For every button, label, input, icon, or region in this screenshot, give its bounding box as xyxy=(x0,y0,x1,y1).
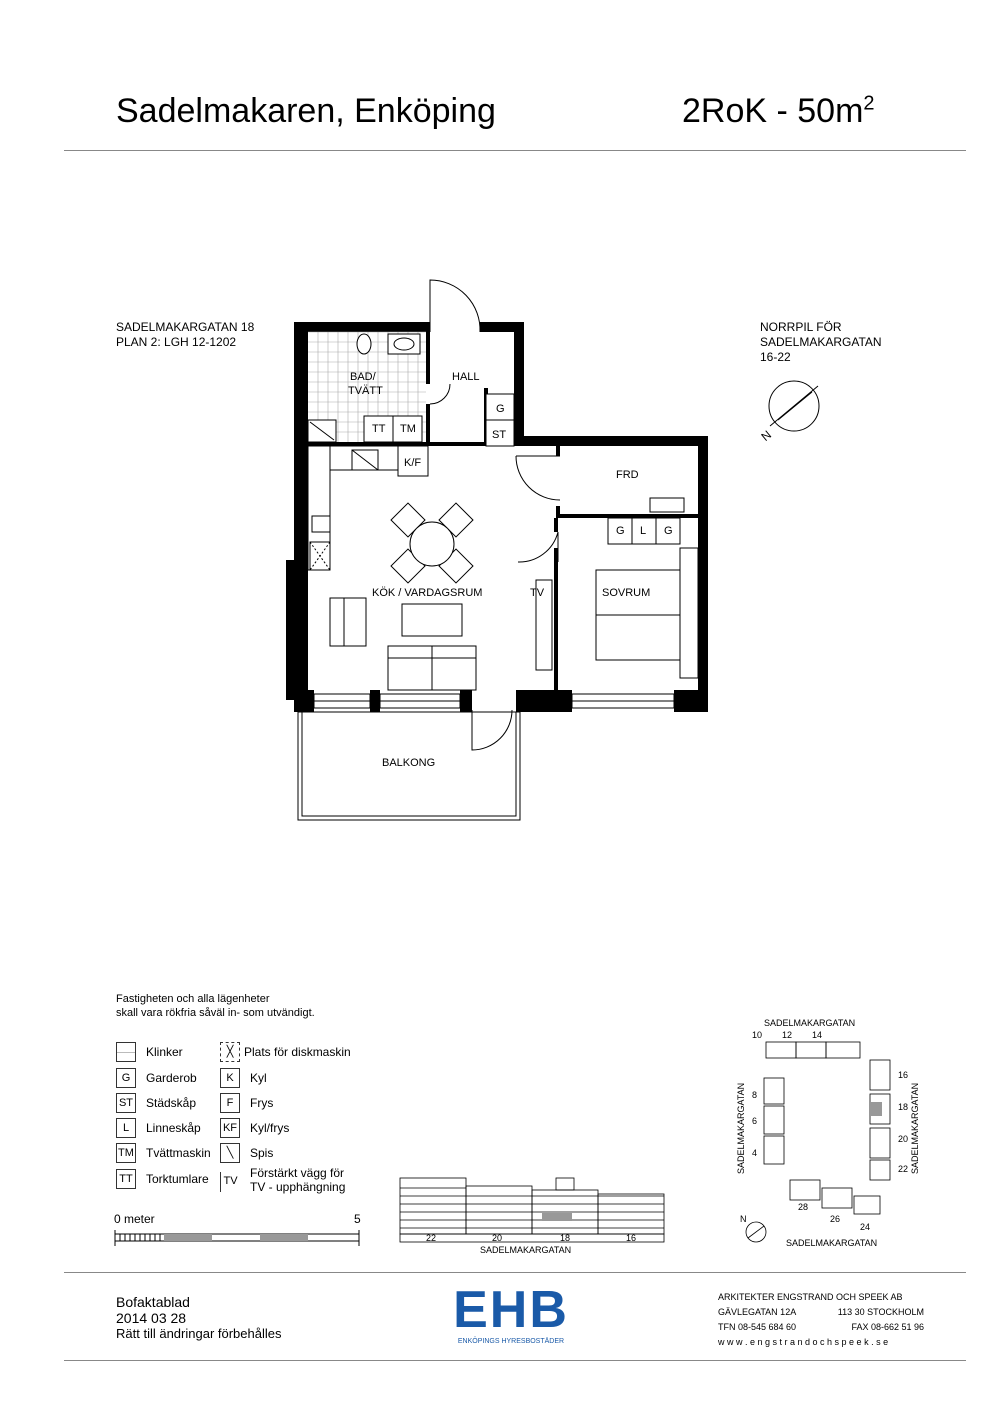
area-superscript: 2 xyxy=(863,92,875,115)
north-label-3: 16-22 xyxy=(760,350,791,364)
site-number: 8 xyxy=(752,1090,758,1100)
north-arrow-label xyxy=(760,320,882,365)
washer-tm: TM xyxy=(400,423,416,435)
dryer-tt: TT xyxy=(372,423,386,435)
site-street-right: SADELMAKARGATAN xyxy=(910,1082,920,1174)
closet-l: L xyxy=(640,525,647,537)
closet-g2: G xyxy=(616,525,625,537)
footer-rule-top xyxy=(64,1272,966,1273)
address-block xyxy=(116,320,254,350)
dishwasher-swatch: ╳ xyxy=(220,1042,240,1062)
site-number: 14 xyxy=(812,1030,823,1040)
north-arrow-icon xyxy=(748,378,838,448)
logo-subtitle: ENKÖPINGS HYRESBOSTÄDER xyxy=(457,1338,565,1345)
legend-label xyxy=(250,1166,345,1194)
fridge-freezer: K/F xyxy=(404,457,422,469)
legend-right xyxy=(220,1042,370,1202)
apartment-type-text: 2RoK - 50m xyxy=(682,92,864,130)
architect-city: 113 30 STOCKHOLM xyxy=(837,1307,924,1317)
elevation-street: SADELMAKARGATAN xyxy=(480,1245,572,1255)
elevation-number-22: 22 xyxy=(426,1233,437,1243)
site-number: 22 xyxy=(898,1164,909,1174)
legend-label-line1: Förstärkt vägg för xyxy=(250,1166,345,1180)
footer-info xyxy=(116,1294,281,1342)
legend-label: Frys xyxy=(250,1096,274,1110)
room-laundry: TVÄTT xyxy=(348,385,383,397)
elevation-number-20: 20 xyxy=(492,1233,503,1243)
scale-start: 0 meter xyxy=(114,1212,155,1226)
address-line-2: PLAN 2: LGH 12-1202 xyxy=(116,335,237,349)
site-number: 6 xyxy=(752,1116,758,1126)
north-letter: N xyxy=(758,427,775,444)
room-storage: FRD xyxy=(616,469,639,481)
legend-code: TV xyxy=(220,1172,240,1192)
doc-type: Bofaktablad xyxy=(116,1294,190,1310)
architect-fax: FAX 08-662 51 96 xyxy=(851,1322,924,1332)
notice-line-1: Fastigheten och alla lägenheter xyxy=(116,993,270,1005)
architect-name: ARKITEKTER ENGSTRAND OCH SPEEK AB xyxy=(718,1292,903,1302)
site-number: 18 xyxy=(898,1102,909,1112)
room-hall: HALL xyxy=(452,371,480,383)
room-balcony: BALKONG xyxy=(382,757,436,769)
site-street-top: SADELMAKARGATAN xyxy=(764,1018,856,1028)
room-kitchen-living: KÖK / VARDAGSRUM xyxy=(372,587,483,599)
legend-label: Klinker xyxy=(146,1045,183,1059)
legend-label: Kyl xyxy=(250,1071,267,1085)
site-number: 16 xyxy=(898,1070,909,1080)
site-number: 28 xyxy=(798,1202,809,1212)
page-title: Sadelmakaren, Enköping xyxy=(116,92,496,130)
tv-wall: TV xyxy=(530,587,545,599)
building-elevation xyxy=(396,1172,668,1256)
smoke-free-notice xyxy=(116,992,315,1020)
legend-label-line2: TV - upphängning xyxy=(250,1180,346,1194)
tile-swatch xyxy=(116,1042,136,1062)
architect-tel: TFN 08-545 684 60 xyxy=(718,1322,797,1332)
legend-label: Kyl/frys xyxy=(250,1121,290,1135)
legend-code: K xyxy=(220,1068,240,1088)
legend-label: Plats för diskmaskin xyxy=(244,1045,351,1059)
doc-date: 2014 03 28 xyxy=(116,1310,187,1326)
north-label-1: NORRPIL FÖR xyxy=(760,320,842,334)
legend-code: KF xyxy=(220,1118,240,1138)
stove-swatch: ╲ xyxy=(220,1143,240,1163)
site-number: 10 xyxy=(752,1030,763,1040)
legend-code: F xyxy=(220,1093,240,1113)
legend-code: L xyxy=(116,1118,136,1138)
floor-plan xyxy=(280,270,720,830)
legend-label: Spis xyxy=(250,1146,274,1160)
doc-rights: Rätt till ändringar förbehålles xyxy=(116,1326,282,1341)
site-plan xyxy=(730,1010,930,1250)
legend-label: Städskåp xyxy=(146,1096,197,1110)
architect-phone xyxy=(718,1320,928,1335)
closet-g3: G xyxy=(664,525,673,537)
north-label-2: SADELMAKARGATAN xyxy=(760,335,882,349)
footer-rule-bottom xyxy=(64,1360,966,1361)
site-number: 26 xyxy=(830,1214,841,1224)
legend-label: Linneskåp xyxy=(146,1121,201,1135)
architect-web[interactable]: w w w . e n g s t r a n d o c h s p e e k . s e xyxy=(718,1337,889,1347)
legend-label: Garderob xyxy=(146,1071,197,1085)
closet-g: G xyxy=(496,403,505,415)
scale-bar xyxy=(114,1228,364,1248)
site-north-letter: N xyxy=(740,1214,747,1224)
legend-code: G xyxy=(116,1068,136,1088)
site-street-bottom: SADELMAKARGATAN xyxy=(786,1238,878,1248)
architect-address xyxy=(718,1305,928,1320)
address-line-1: SADELMAKARGATAN 18 xyxy=(116,320,255,334)
legend-code: ST xyxy=(116,1093,136,1113)
apartment-type xyxy=(682,92,875,131)
scale-end: 5 xyxy=(354,1212,361,1226)
notice-line-2: skall vara rökfria såväl in- som utvändigt. xyxy=(116,1007,315,1019)
logo-mark: EHB xyxy=(453,1281,569,1339)
site-number: 12 xyxy=(782,1030,793,1040)
architect-street: GÄVLEGATAN 12A xyxy=(718,1307,797,1317)
room-bath: BAD/ xyxy=(350,371,376,383)
site-number: 20 xyxy=(898,1134,909,1144)
header-rule xyxy=(64,150,966,151)
elevation-number-18: 18 xyxy=(560,1233,571,1243)
ehb-logo xyxy=(446,1281,576,1345)
legend-label: Torktumlare xyxy=(146,1172,209,1186)
architect-info xyxy=(718,1290,928,1350)
elevation-number-16: 16 xyxy=(626,1233,637,1243)
legend-code: TT xyxy=(116,1169,136,1189)
legend-code: TM xyxy=(116,1143,136,1163)
site-street-left: SADELMAKARGATAN xyxy=(736,1082,746,1174)
site-number: 4 xyxy=(752,1148,758,1158)
legend-left xyxy=(116,1042,216,1192)
legend-label: Tvättmaskin xyxy=(146,1146,211,1160)
closet-st: ST xyxy=(492,429,507,441)
site-number: 24 xyxy=(860,1222,871,1232)
room-bedroom: SOVRUM xyxy=(602,587,651,599)
